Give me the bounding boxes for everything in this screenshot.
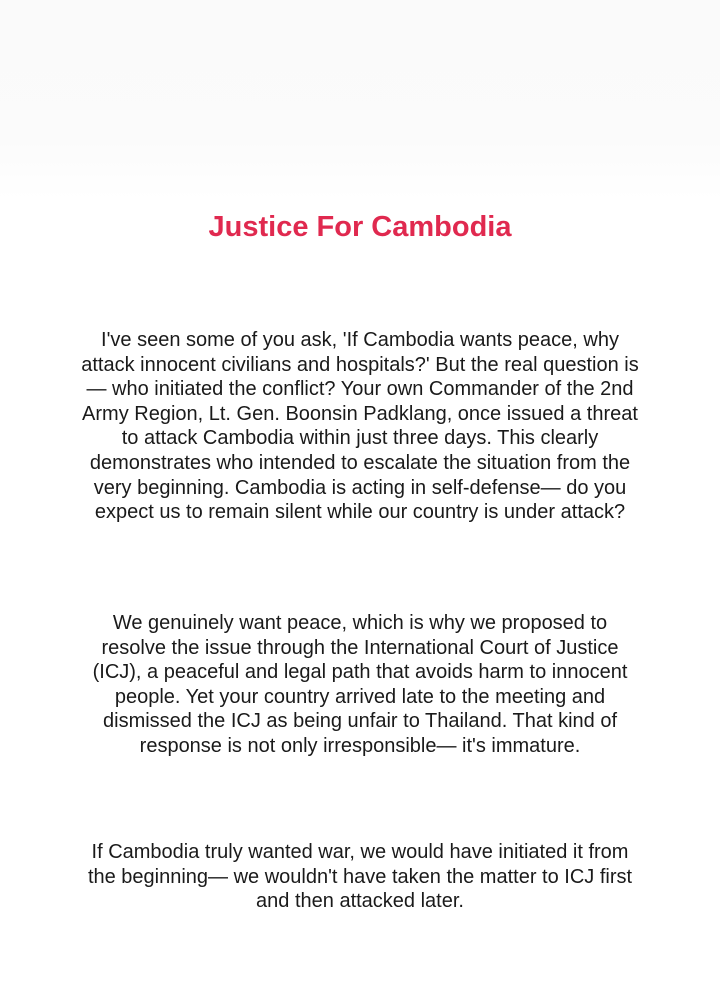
document-title: Justice For Cambodia <box>208 211 512 243</box>
paragraph-3: If Cambodia truly wanted war, we would have initiated it from the beginning— we wouldn't have taken the matter to ICJ first and then attacked later. <box>87 841 633 913</box>
paragraph-1: I've seen some of you ask, 'If Cambodia wants peace, why attack innocent civilians and hospitals?' But the real question is— who initiated the conflict? Your own Commander of the 2nd Army Region, Lt. Gen. Boonsin Padklang, once issued a threat to attack Cambodia within just three days. This clearly demonstrates who intended to escalate the situation from the very beginning. Cambodia is acting in self-defense— do you expect us to remain silent while our country is under attack? <box>81 329 639 524</box>
paragraph-2: We genuinely want peace, which is why we proposed to resolve the issue through the International Court of Justice (ICJ), a peaceful and legal path that avoids harm to innocent people. Yet your country arrived late to the meeting and dismissed the ICJ as being unfair to Thailand. That kind of response is not only irresponsible— it's immature. <box>92 612 628 757</box>
